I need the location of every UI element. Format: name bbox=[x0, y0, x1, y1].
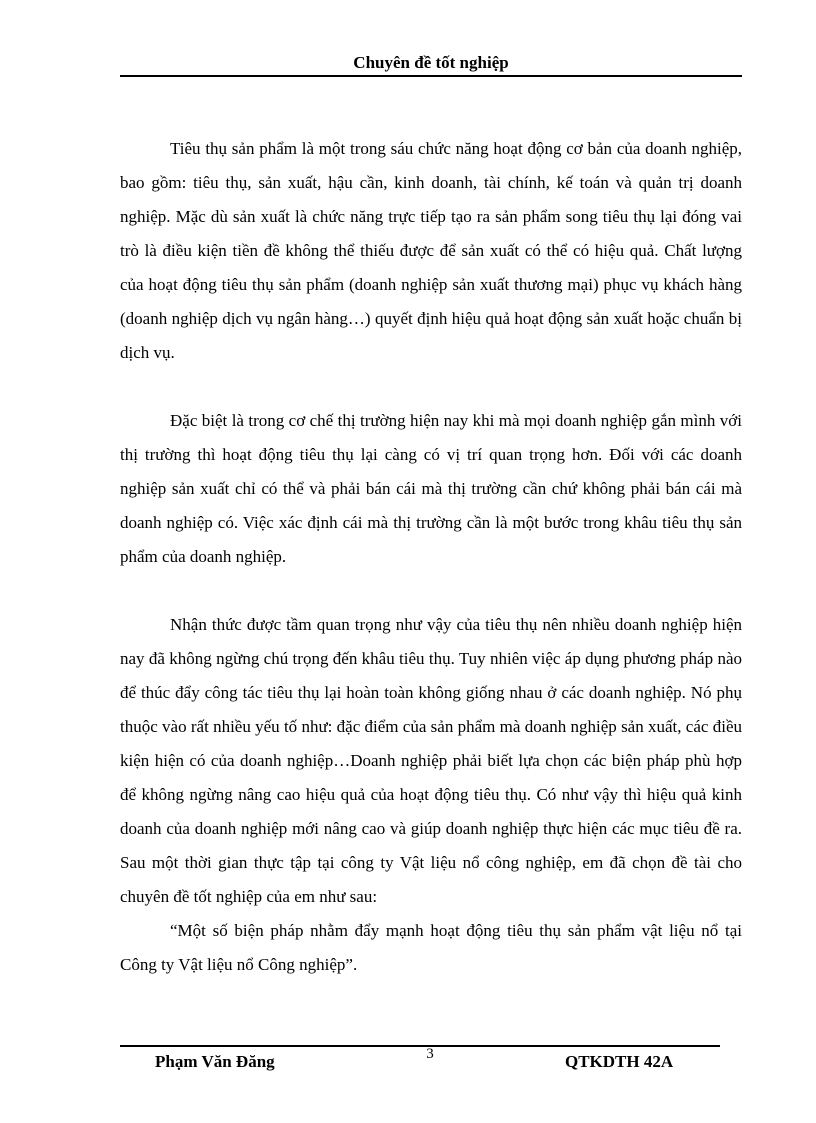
paragraph-3: Nhận thức được tầm quan trọng như vậy của tiêu thụ nên nhiều doanh nghiệp hiện nay đã không ngừng chú trọng đến khâu tiêu thụ. Tuy nhiên việc áp dụng phương pháp nào để thúc đẩy công tác tiêu thụ lại hoàn toàn không giống nhau ở các doanh nghiệp. Nó phụ thuộc vào rất nhiều yếu tố như: đặc điểm của sản phẩm mà doanh nghiệp sản xuất, các điều kiện hiện có của doanh nghiệp…Doanh nghiệp phải biết lựa chọn các biện pháp phù hợp để không ngừng nâng cao hiệu quả của hoạt động tiêu thụ. Có như vậy thì hiệu quả kinh doanh của doanh nghiệp mới nâng cao và giúp doanh nghiệp thực hiện các mục tiêu đề ra. Sau một thời gian thực tập tại công ty Vật liệu nổ công nghiệp, em đã chọn đề tài cho chuyên đề tốt nghiệp của em như sau: bbox=[120, 615, 742, 906]
paragraph-2: Đặc biệt là trong cơ chế thị trường hiện nay khi mà mọi doanh nghiệp gắn mình với thị trường thì hoạt động tiêu thụ lại càng có vị trí quan trọng hơn. Đối với các doanh nghiệp sản xuất chỉ có thể và phải bán cái mà thị trường cần chứ không phải bán cái mà doanh nghiệp có. Việc xác định cái mà thị trường cần là một bước trong khâu tiêu thụ sản phẩm của doanh nghiệp. bbox=[120, 411, 742, 566]
document-body bbox=[120, 132, 742, 982]
header-divider bbox=[120, 75, 742, 77]
paragraph-4-thesis-title: “Một số biện pháp nhằm đẩy mạnh hoạt động tiêu thụ sản phẩm vật liệu nổ tại Công ty Vật liệu nổ Công nghiệp”. bbox=[120, 921, 742, 974]
page-number: 3 bbox=[426, 1046, 434, 1062]
footer-author: Phạm Văn Đăng bbox=[155, 1052, 275, 1071]
page-header-title: Chuyên đề tốt nghiệp bbox=[353, 53, 509, 72]
footer-class-code: QTKDTH 42A bbox=[565, 1052, 674, 1071]
paragraph-1: Tiêu thụ sản phẩm là một trong sáu chức năng hoạt động cơ bản của doanh nghiệp, bao gồm: tiêu thụ, sản xuất, hậu cần, kinh doanh, tài chính, kế toán và quản trị doanh nghiệp. Mặc dù sản xuất là chức năng trực tiếp tạo ra sản phẩm song tiêu thụ lại đóng vai trò là điều kiện tiền đề không thể thiếu được để sản xuất có thể có hiệu quả. Chất lượng của hoạt động tiêu thụ sản phẩm (doanh nghiệp sản xuất thương mại) phục vụ khách hàng (doanh nghiệp dịch vụ ngân hàng…) quyết định hiệu quả hoạt động sản xuất hoặc chuẩn bị dịch vụ. bbox=[120, 139, 742, 362]
